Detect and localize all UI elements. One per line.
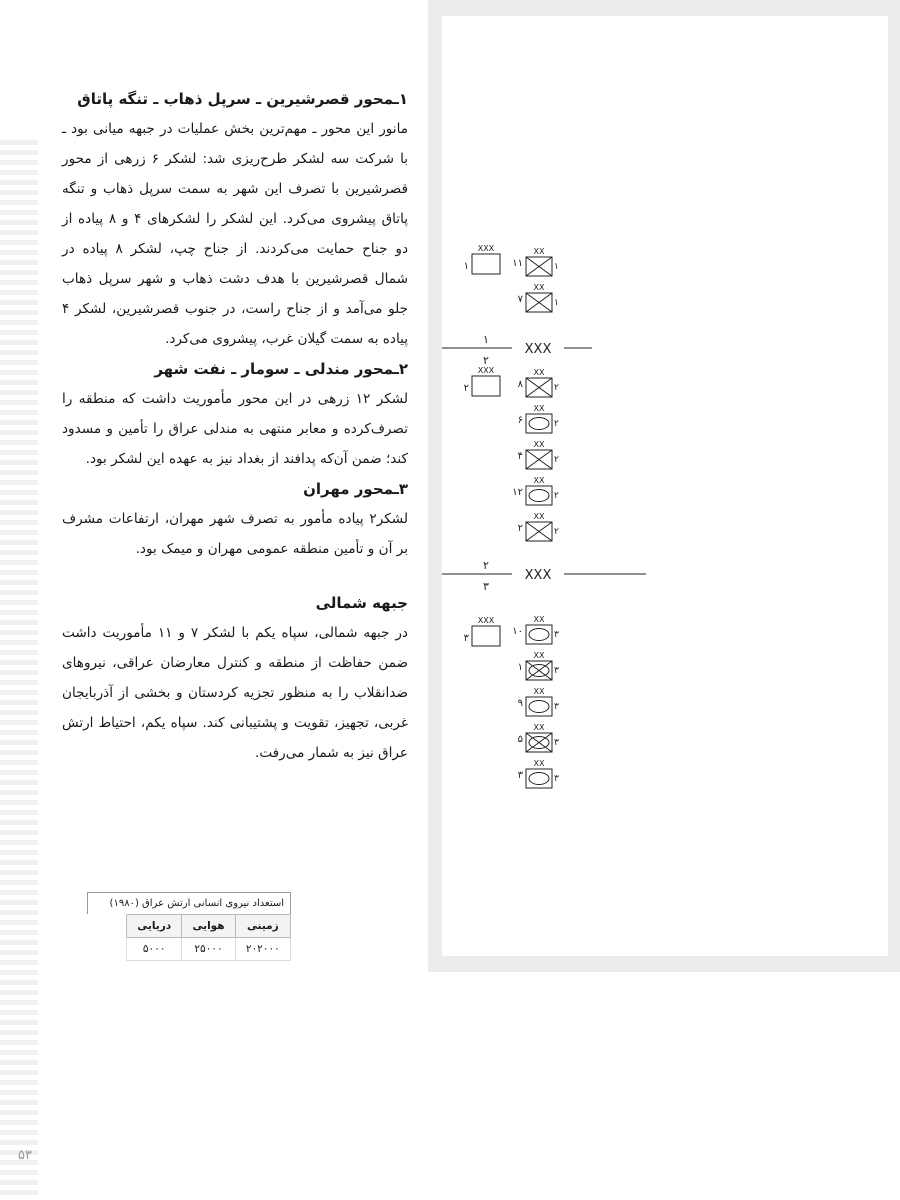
division-number: ۱۰: [512, 626, 523, 637]
corps-symbol: [472, 254, 500, 274]
section-title: جبهه شمالی: [315, 594, 408, 612]
division-echelon-label: XX: [533, 440, 545, 449]
boundary-label: XXX: [524, 342, 552, 357]
division-number: ۲: [517, 523, 523, 534]
article-text: [62, 84, 408, 768]
section-spacer: [62, 564, 408, 588]
order-of-battle-panel: [428, 0, 900, 972]
parent-corps-number: ۳: [554, 738, 559, 748]
section-body: لشکر۲ پیاده مأمور به تصرف شهر مهران، ارتفاعات مشرف بر آن و تأمین منطقه عمومی مهران و میمک بود.: [62, 511, 408, 557]
order-of-battle-diagram: [428, 0, 900, 972]
manpower-table-block: [46, 892, 291, 961]
division-symbol: [526, 486, 552, 505]
division-echelon-label: XX: [533, 247, 545, 256]
section-body: در جبهه شمالی، سپاه یکم با لشکر ۷ و ۱۱ مأموریت داشت ضمن حفاظت از منطقه و کنترل معارضان عراقی، نیروهای ضدانقلاب را به منظور تجزیه کردستان و بخشی از آذربایجان غربی، تجهیز، تقویت و پشتیبانی کند. سپاه یکم، احتیاط ارتش عراق نیز به شمار می‌رفت.: [62, 625, 408, 761]
section-title: ۲ـمحور مندلی ـ سومار ـ نفت شهر: [154, 360, 408, 378]
section-3: [62, 474, 408, 564]
division-echelon-label: XX: [533, 476, 545, 485]
parent-corps-number: ۳: [554, 630, 559, 640]
corps-echelon-label: XXX: [477, 244, 495, 253]
corps-symbol: [472, 376, 500, 396]
division-symbol: [526, 769, 552, 788]
division-number: ۹: [517, 698, 523, 709]
division-echelon-label: XX: [533, 723, 545, 732]
boundary-label: XXX: [524, 568, 552, 583]
division-echelon-label: XX: [533, 368, 545, 377]
parent-corps-number: ۲: [554, 419, 559, 429]
division-number: ۷: [517, 294, 523, 305]
parent-corps-number: ۲: [554, 383, 559, 393]
boundary-lower-number: ۲: [483, 354, 489, 367]
section-body: مانور این محور ـ مهم‌ترین بخش عملیات در جبهه میانی بود ـ با شرکت سه لشکر طرح‌ریزی شد: لشکر ۶ زرهی از محور قصرشیرین با تصرف این شهر به سمت سرپل ذهاب و تنگه پاتاق پیشروی می‌کرد. این لشکر را لشکرهای ۴ و ۸ پیاده از دو جناح حمایت می‌کردند. از جناح چپ، لشکر ۸ پیاده در شمال قصرشیرین با هدف دشت ذهاب و شهر سرپل ذهاب جلو می‌آمد و از جناح راست، در جنوب قصرشیرین، لشکر ۴ پیاده به سمت گیلان غرب، پیشروی می‌کرد.: [62, 121, 409, 347]
division-number: ۸: [517, 379, 523, 390]
table-header-row: [127, 915, 291, 938]
division-echelon-label: XX: [533, 615, 545, 624]
division-echelon-label: XX: [533, 404, 545, 413]
parent-corps-number: ۳: [554, 702, 559, 712]
corps-symbol: [472, 626, 500, 646]
parent-corps-number: ۲: [554, 491, 559, 501]
corps-echelon-label: XXX: [477, 616, 495, 625]
division-symbol: [526, 414, 552, 433]
margin-decoration: [0, 140, 38, 1200]
division-echelon-label: XX: [533, 651, 545, 660]
division-number: ۱۲: [512, 487, 523, 498]
division-echelon-label: XX: [533, 687, 545, 696]
parent-corps-number: ۳: [554, 666, 559, 676]
division-symbol: [526, 625, 552, 644]
boundary-upper-number: ۱: [483, 333, 489, 346]
division-echelon-label: XX: [533, 283, 545, 292]
parent-corps-number: ۲: [554, 455, 559, 465]
parent-corps-number: ۳: [554, 774, 559, 784]
boundary-upper-number: ۲: [483, 559, 489, 572]
section-2: [62, 354, 408, 474]
division-number: ۳: [517, 770, 523, 781]
section-4: [62, 588, 408, 768]
corps-echelon-label: XXX: [477, 366, 495, 375]
division-number: ۵: [517, 734, 523, 745]
division-number: ۶: [517, 415, 523, 426]
parent-corps-number: ۲: [554, 527, 559, 537]
parent-corps-number: ۱: [554, 298, 559, 308]
corps-number: ۳: [463, 633, 469, 644]
page-number: ۵۳: [18, 1148, 32, 1163]
table-header-cell: زمینی: [235, 915, 290, 938]
corps-number: ۱: [463, 261, 469, 272]
table-cell: ۵۰۰۰: [127, 938, 182, 961]
table-cell: ۲۵۰۰۰: [182, 938, 235, 961]
division-echelon-label: XX: [533, 512, 545, 521]
division-number: ۱۱: [512, 258, 523, 269]
division-number: ۴: [517, 451, 523, 462]
manpower-table: [126, 914, 291, 961]
table-header-cell: دریایی: [127, 915, 182, 938]
table-header-cell: هوایی: [182, 915, 235, 938]
division-number: ۱: [517, 662, 523, 673]
corps-number: ۲: [463, 383, 469, 394]
parent-corps-number: ۱: [554, 262, 559, 272]
section-title: ۱ـمحور قصرشیرین ـ سرپل ذهاب ـ تنگه پاتاق: [77, 90, 408, 108]
section-body: لشکر ۱۲ زرهی در این محور مأموریت داشت که منطقه را تصرف‌کرده و معابر منتهی به مندلی عراق را تأمین و مسدود کند؛ ضمن آن‌که پدافند از بغداد نیز به عهده این لشکر بود.: [62, 391, 408, 467]
section-title: ۳ـمحور مهران: [303, 480, 408, 498]
section-1: [62, 84, 408, 354]
table-row: [127, 938, 291, 961]
table-cell: ۲۰۲۰۰۰: [235, 938, 290, 961]
division-symbol: [526, 697, 552, 716]
division-echelon-label: XX: [533, 759, 545, 768]
boundary-lower-number: ۳: [483, 580, 489, 593]
table-caption: استعداد نیروی انسانی ارتش عراق (۱۹۸۰): [87, 892, 291, 914]
